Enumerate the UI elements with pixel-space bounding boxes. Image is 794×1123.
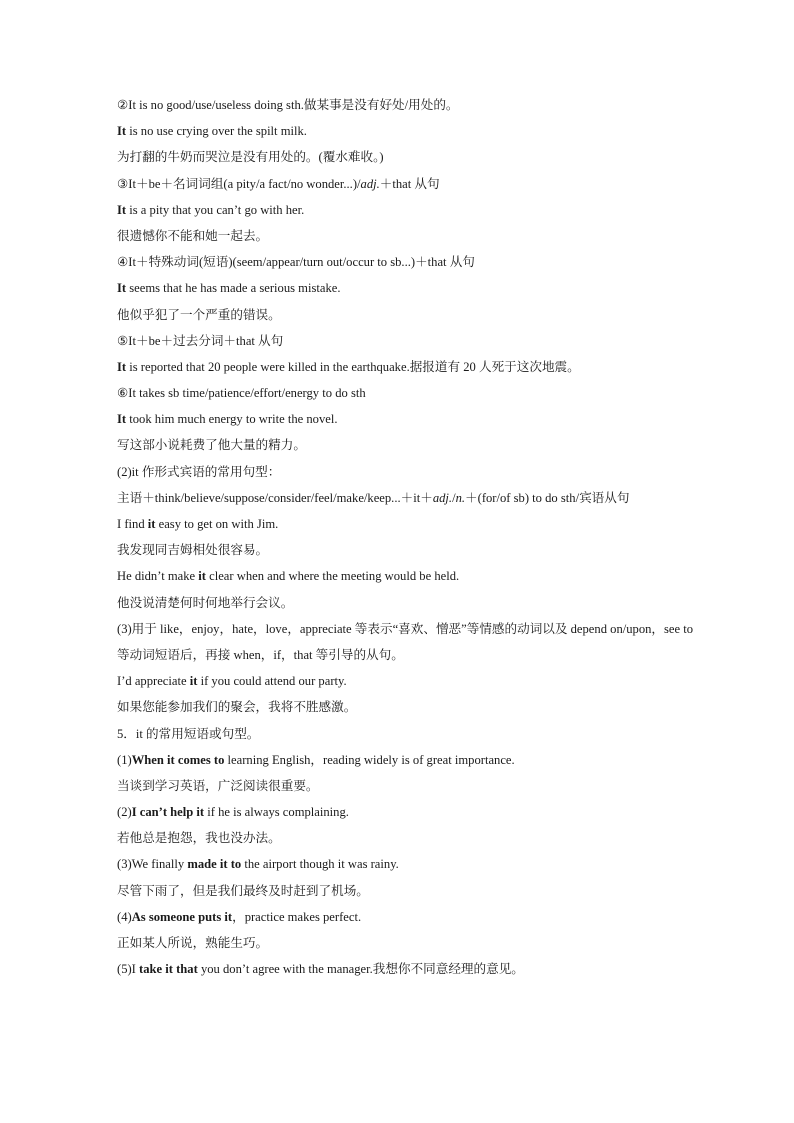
document-body: [117, 92, 697, 982]
italic-text: adj.: [432, 490, 453, 505]
text-line: [117, 328, 697, 354]
text-segment: (1): [117, 752, 132, 767]
text-segment: (2)it 作形式宾语的常用句型：: [117, 464, 281, 479]
italic-text: n.: [455, 490, 466, 505]
text-segment: 他似乎犯了一个严重的错误。: [117, 307, 281, 322]
text-segment: learning English，reading widely is of great importance.: [224, 752, 515, 767]
text-segment: (4): [117, 909, 132, 924]
text-segment: /: [452, 490, 456, 505]
text-line: [117, 930, 697, 956]
text-segment: 尽管下雨了，但是我们最终及时赶到了机场。: [117, 883, 369, 898]
bold-text: It: [117, 124, 127, 139]
text-line: [117, 485, 697, 511]
text-line: [117, 878, 697, 904]
bold-text: it: [198, 569, 206, 584]
text-segment: clear when and where the meeting would be held.: [205, 569, 460, 584]
bold-text: made it to: [187, 857, 242, 872]
text-line: [117, 92, 697, 118]
text-line: [117, 432, 697, 458]
text-segment: ⑤It＋be＋过去分词＋that 从句: [117, 333, 284, 348]
text-segment: 主语＋think/believe/suppose/consider/feel/make/keep...＋it＋: [117, 490, 433, 505]
text-segment: ＋that 从句: [379, 176, 440, 191]
bold-text: It: [117, 281, 127, 296]
text-line: [117, 825, 697, 851]
text-line: [117, 459, 697, 485]
text-segment: 5．it 的常用短语或句型。: [117, 726, 260, 741]
text-line: [117, 668, 697, 694]
text-segment: if he is always complaining.: [204, 805, 349, 820]
text-line: [117, 563, 697, 589]
text-segment: ④It＋特殊动词(短语)(seem/appear/turn out/occur to sb...)＋that 从句: [117, 255, 475, 270]
text-line: [117, 694, 697, 720]
text-segment: (3)We finally: [117, 857, 188, 872]
text-segment: 如果您能参加我们的聚会，我将不胜感激。: [117, 700, 357, 715]
text-line: [117, 616, 697, 668]
text-line: [117, 590, 697, 616]
bold-text: As someone puts it: [131, 909, 233, 924]
text-segment: I’d appreciate: [117, 674, 190, 689]
bold-text: It: [117, 412, 127, 427]
text-segment: 为打翻的牛奶而哭泣是没有用处的。(覆水难收。): [117, 150, 384, 165]
text-segment: is reported that 20 people were killed in the earthquake.据报道有 20 人死于这次地震。: [126, 359, 580, 374]
text-segment: I find: [117, 517, 148, 532]
text-line: [117, 144, 697, 170]
text-line: [117, 118, 697, 144]
bold-text: it: [189, 674, 198, 689]
text-line: [117, 721, 697, 747]
text-line: [117, 275, 697, 301]
text-segment: 写这部小说耗费了他大量的精力。: [117, 438, 306, 453]
text-segment: ②It is no good/use/useless doing sth.做某事是没有好处/用处的。: [117, 98, 459, 112]
text-segment: (5)I: [117, 962, 140, 977]
text-segment: ＋(for/of sb) to do sth/宾语从句: [465, 490, 630, 505]
bold-text: It: [117, 202, 127, 217]
text-segment: easy to get on with Jim.: [155, 517, 279, 532]
text-segment: He didn’t make: [117, 569, 199, 584]
bold-text: When it comes to: [131, 752, 225, 767]
text-line: [117, 249, 697, 275]
text-segment: (3)用于 like，enjoy，hate，love，appreciate 等表示“喜欢、憎恶”等情感的动词以及 depend on/upon，see to 等动词短语后，再接 when，if，that 等引导的从句。: [117, 621, 694, 662]
text-segment: ，practice makes perfect.: [232, 909, 362, 924]
text-segment: 我发现同吉姆相处很容易。: [117, 543, 269, 558]
text-segment: 正如某人所说，熟能生巧。: [117, 936, 269, 951]
text-segment: the airport though it was rainy.: [241, 857, 399, 872]
text-line: [117, 302, 697, 328]
text-segment: (2): [117, 805, 132, 820]
text-line: [117, 197, 697, 223]
text-line: [117, 171, 697, 197]
text-segment: if you could attend our party.: [197, 674, 347, 689]
text-segment: ⑥It takes sb time/patience/effort/energy to do sth: [117, 386, 366, 401]
text-line: [117, 511, 697, 537]
bold-text: It: [117, 359, 127, 374]
text-segment: seems that he has made a serious mistake.: [126, 281, 341, 296]
text-segment: is a pity that you can’t go with her.: [126, 202, 305, 217]
bold-text: take it that: [139, 962, 198, 977]
text-segment: 当谈到学习英语，广泛阅读很重要。: [117, 778, 319, 793]
text-segment: 很遗憾你不能和她一起去。: [117, 228, 269, 243]
text-line: [117, 223, 697, 249]
italic-text: adj.: [360, 176, 380, 191]
text-line: [117, 904, 697, 930]
text-line: [117, 956, 697, 982]
text-line: [117, 380, 697, 406]
text-segment: is no use crying over the spilt milk.: [126, 124, 307, 139]
text-segment: 他没说清楚何时何地举行会议。: [117, 595, 294, 610]
text-line: [117, 406, 697, 432]
text-segment: took him much energy to write the novel.: [126, 412, 338, 427]
text-line: [117, 537, 697, 563]
text-segment: ③It＋be＋名词词组(a pity/a fact/no wonder...)/: [117, 176, 361, 191]
bold-text: it: [147, 517, 156, 532]
text-line: [117, 851, 697, 877]
text-line: [117, 747, 697, 773]
text-line: [117, 799, 697, 825]
text-line: [117, 773, 697, 799]
text-segment: you don’t agree with the manager.我想你不同意经理的意见。: [197, 962, 524, 977]
bold-text: I can’t help it: [131, 805, 205, 820]
text-segment: 若他总是抱怨，我也没办法。: [117, 831, 281, 846]
text-line: [117, 354, 697, 380]
